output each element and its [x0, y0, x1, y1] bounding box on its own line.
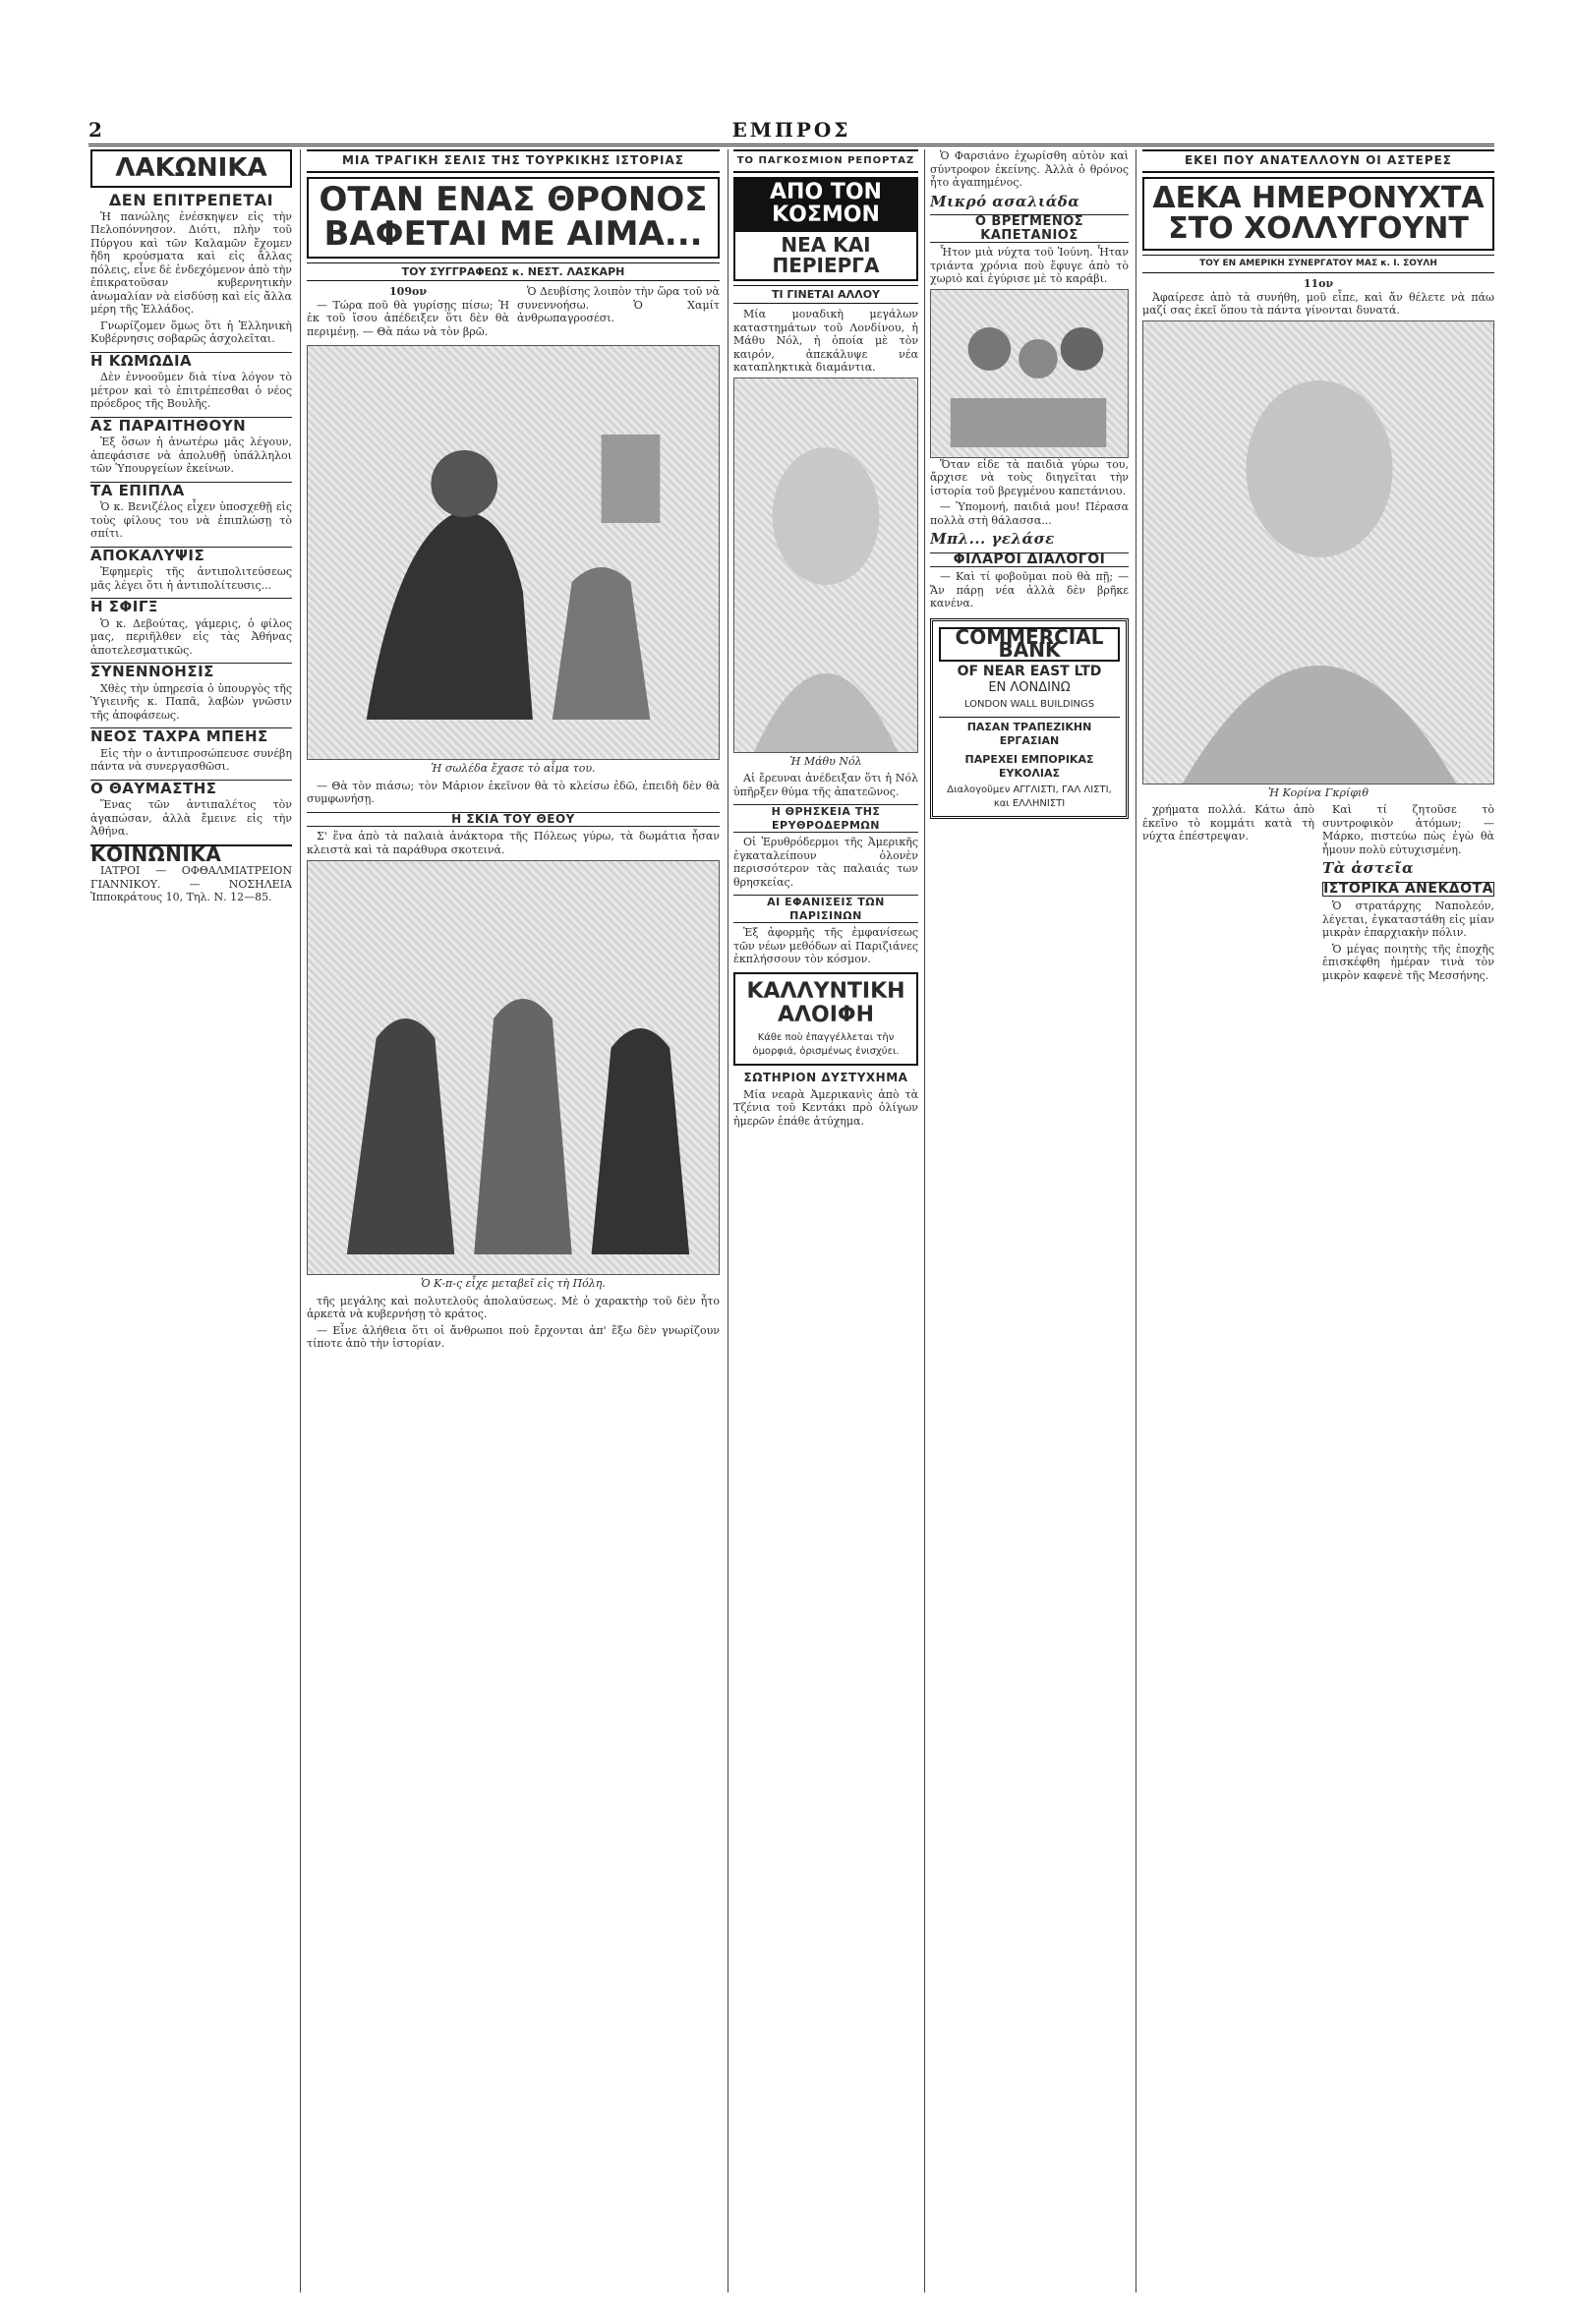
ad-services: ΠΑΣΑΝ ΤΡΑΠΕΖΙΚΗΝ ΕΡΓΑΣΙΑΝ [939, 717, 1120, 747]
article-title: Η ΣΦΙΓΞ [90, 598, 292, 614]
article-text: Μία νεαρὰ Ἀμερικανὶς ἀπὸ τὰ Τζένια τοῦ Κεντάκι πρὸ ὀλίγων ἡμερῶν ἐπάθε ἀτύχημα. [733, 1087, 918, 1128]
article-title: ΣΥΝΕΝΝΟΗΣΙΣ [90, 663, 292, 679]
article-text: ΙΑΤΡΟΙ — ΟΦΘΑΛΜΙΑΤΡΕΙΟΝ ΓΙΑΝΝΙΚΟΥ. — ΝΟΣΗΛΕΙΑ Ἰπποκράτους 10, Τηλ. Ν. 12—85. [90, 864, 292, 904]
article-title: Η ΚΩΜΩΔΙΑ [90, 352, 292, 369]
article-text: Δὲν ἐννοοῦμεν διὰ τίνα λόγον τὸ μέτρον καὶ τὸ ἐπιτρέπεσθαι ὁ νέος πρόεδρος τῆς Βουλῆς. [90, 371, 292, 411]
column-rule [300, 149, 301, 2293]
article-text: Ὁ Φαρσιάνο ἐχωρίσθη αὐτὸν καὶ σύντροφον ἐκείνης. Ἀλλὰ ὁ θρόνος ἦτο ἀγαπημένος. [930, 149, 1129, 189]
article-text: Μία μοναδικὴ μεγάλων καταστημάτων τοῦ Λονδίνου, ἡ Μάθυ Νόλ, ἡ ὁποία μὲ τὸν καιρόν, ἀπεκάλυψε νέα καταπληκτικὰ διαμάντια. [733, 308, 918, 375]
bank-advertisement [930, 618, 1129, 820]
headline-line-2: ΣΤΟ ΧΟΛΛΥΓΟΥΝΤ [1142, 213, 1494, 251]
sultan-illustration [307, 345, 720, 760]
section-banner: ΕΚΕΙ ΠΟΥ ΑΝΑΤΕΛΛΟΥΝ ΟΙ ΑΣΤΕΡΕΣ [1142, 149, 1494, 173]
installment-number: 11ον [1303, 277, 1334, 290]
section-heading-lakonika: ΛΑΚΩΝΙΚΑ [90, 149, 292, 188]
ad-text: Κάθε ποὺ ἐπαγγέλλεται τὴν ὀμορφιά, ὀρισμένως ἐνισχύει. [752, 1032, 900, 1057]
byline: ΤΙ ΓΙΝΕΤΑΙ ΑΛΛΟΥ [733, 285, 918, 305]
article-text: Ὅταν εἶδε τὰ παιδιὰ γύρω του, ἄρχισε νὰ τοὺς διηγεῖται τὴν ἱστορία τοῦ βρεγμένου καπετάνιου. [930, 457, 1129, 497]
actress-photo [1142, 320, 1494, 784]
article-title: ΝΕΟΣ ΤΑΧΡΑ ΜΠΕΗΣ [90, 727, 292, 744]
ad-languages: Διαλογοῦμεν ΑΓΓΛΙΣΤΙ, ΓΑΛ ΛΙΣΤΙ, και ΕΛΛΗΝΙΣΤΙ [947, 784, 1112, 809]
section-banner: ΤΟ ΠΑΓΚΟΣΜΙΟΝ ΡΕΠΟΡΤΑΖ [733, 149, 918, 173]
masthead [88, 118, 1494, 146]
headline-line-1: ΔΕΚΑ ΗΜΕΡΟΝΥΧΤΑ [1142, 177, 1494, 214]
article-title: ΦΙΛΑΡΟΙ ΔΙΑΛΟΓΟΙ [930, 552, 1129, 568]
article-title: ΤΑ ΕΠΙΠΛΑ [90, 482, 292, 498]
article-text: Γνωρίζομεν ὅμως ὅτι ἡ Ἑλληνικὴ Κυβέρνησις σοβαρῶς ἀσχολεῖται. [90, 319, 292, 346]
ad-address: LONDON WALL BUILDINGS [963, 698, 1095, 710]
headline-line-2: ΒΑΦΕΤΑΙ ΜΕ ΑΙΜΑ... [307, 217, 720, 259]
section-heading: Μικρό ασαλιάδα [930, 192, 1080, 210]
article-text: Ὁ στρατάρχης Ναπολεόν, λέγεται, ἐγκαταστάθη εἰς μίαν μικρὰν ἐπαρχιακὴν πόλιν. [1322, 900, 1494, 939]
article-text: — Εἶνε ἀλήθεια ὅτι οἱ ἄνθρωποι ποὺ ἔρχονται ἀπ' ἔξω δὲν γνωρίζουν τίποτε ἀπὸ τὴν ἱστορίαν. [307, 1323, 720, 1351]
article-title: ΙΣΤΟΡΙΚΑ ΑΝΕΚΔΟΤΑ [1323, 880, 1493, 897]
children-illustration [930, 289, 1129, 458]
article-text: — Τώρα ποῦ θὰ γυρίσῃς πίσω; Ἡ ἐκ τοῦ ἴσου ἀπέδειξεν ὅτι δὲν θὰ περιμένῃ. — Θὰ πάω νὰ τὸν βρῶ. [307, 298, 509, 338]
section-banner: ΜΙΑ ΤΡΑΓΙΚΗ ΣΕΛΙΣ ΤΗΣ ΤΟΥΡΚΙΚΗΣ ΙΣΤΟΡΙΑΣ [307, 149, 720, 173]
column-rule [924, 149, 925, 2293]
byline: ΤΟΥ ΣΥΓΓΡΑΦΕΩΣ κ. ΝΕΣΤ. ΛΑΣΚΑΡΗ [307, 262, 720, 282]
article-text: — Θὰ τὸν πιάσω; τὸν Μάριον ἐκεῖνον θὰ τὸ κλείσω ἐδῶ, ἐπειδὴ δὲν θὰ συμφωνήσῃ. [307, 779, 720, 806]
article-text: Χθὲς τὴν ὑπηρεσία ὁ ὑπουργὸς τῆς Ὑγιεινῆς κ. Παπᾶ, λαβὼν γνῶσιν τῆς ἀποφάσεως. [90, 681, 292, 722]
headline-line-1: ΟΤΑΝ ΕΝΑΣ ΘΡΟΝΟΣ [307, 177, 720, 218]
article-title: ΑΠΟΚΑΛΥΨΙΣ [90, 547, 292, 563]
article-text: Σ' ἕνα ἀπὸ τὰ παλαιὰ ἀνάκτορα τῆς Πόλεως γύρω, τὰ δωμάτια ἦσαν κλειστὰ καὶ τὰ παράθυρα σκοτεινά. [307, 830, 720, 856]
article-text: — Ὑπομονή, παιδιά μου! Πέρασα πολλὰ στὴ θάλασσα... [930, 500, 1129, 527]
article-text: Ὁ κ. Δεβούτας, γάμερις, ὁ φίλος μας, περιῆλθεν εἰς τὰς Ἀθήνας ἀποτελεσματικῶς. [90, 616, 292, 657]
illustration-caption: Ὁ Κ-π-ς εἶχε μεταβεῖ εἰς τὴ Πόλη. [421, 1277, 606, 1291]
column-hollywood [1142, 149, 1494, 2302]
article-text: χρήματα πολλά. Κάτω ἀπὸ ἐκεῖνο τὸ κομμάτι κατὰ τὴ νύχτα ἐπέστρεψαν. [1142, 803, 1314, 842]
headline-line-2: ΝΕΑ ΚΑΙ ΠΕΡΙΕΡΓΑ [733, 230, 918, 281]
newspaper-title: ΕΜΠΡΟΣ [731, 118, 851, 142]
article-title: ΣΩΤΗΡΙΟΝ ΔΥΣΤΥΧΗΜΑ [743, 1071, 908, 1085]
portrait-photo [733, 378, 918, 753]
article-text: Ἡ πανώλης ἐνέσκηψεν εἰς τὴν Πελοπόννησον. Διότι, πλὴν τοῦ Πύργου καὶ τῶν Καλαμῶν ἔχομεν ἤδη κρούσματα καὶ εἰς ἄλλας πόλεις, εἶνε δὲ ἐνδεχόμενον ἀπὸ τὴν ἐπικρατοῦσαν κυβερνητικὴν ἀνωμαλίαν νὰ εἰσδύσῃ καὶ εἰς ἄλλα μέρη τῆς Ἑλλάδος. [90, 209, 292, 317]
section-heading: Τὰ ἀστεῖα [1322, 859, 1415, 877]
ad-location: ΕΝ ΛΟΝΔΙΝΩ [988, 680, 1071, 695]
byline: ΤΟΥ ΕΝ ΑΜΕΡΙΚΗ ΣΥΝΕΡΓΑΤΟΥ ΜΑΣ κ. Ι. ΣΟΥΛΗ [1142, 255, 1494, 274]
article-title: ΔΕΝ ΕΠΙΤΡΕΠΕΤΑΙ [108, 191, 274, 210]
article-text: Καὶ τί ζητοῦσε τὸ συντροφικὸν ἀτόμων; — Μάρκο, πιστεύω πὼς ἐγὼ θὰ ἦμουν πολὺ εὐτυχισμένη. [1322, 803, 1494, 856]
cosmetic-advertisement [733, 972, 918, 1066]
photo-caption: Ἡ Μάθυ Νόλ [789, 754, 862, 768]
article-text: Ὁ Δευβίσης λοιπὸν τὴν ὥρα τοῦ νὰ συνεννοήσω. Ὁ Χαμίτ ἀνθρωπαγροσέσι. [517, 285, 720, 325]
article-title: Ο ΘΑΥΜΑΣΤΗΣ [90, 780, 292, 796]
column-lakonika [90, 149, 292, 2302]
article-title: Η ΘΡΗΣΚΕΙΑ ΤΗΣ ΕΡΥΘΡΟΔΕΡΜΩΝ [733, 804, 918, 833]
ad-headline: ΚΑΛΛΥΝΤΙΚΗ ΑΛΟΙΦΗ [746, 978, 905, 1027]
illustration-caption: Ἡ σωλέδα ἔχασε τὸ αἷμα του. [431, 762, 596, 776]
ad-bank-subtitle: OF NEAR EAST LTD [957, 663, 1102, 679]
article-text: Οἱ Ἐρυθρόδερμοι τῆς Ἀμερικῆς ἐγκαταλείπουν ὁλονὲν περισσότερον τὰς παλαιάς των θρησκείας. [733, 836, 918, 889]
article-text: Εἰς τὴν ο ἀντιπροσώπευσε συνέβη πάντα νὰ συνεργασθῶσι. [90, 746, 292, 774]
article-text: Ἐξ ἀφορμῆς τῆς ἐμφανίσεως τῶν νέων μεθόδων αἱ Παριζιάνες ἐκπλήσσουν τὸν κόσμον. [733, 926, 918, 966]
article-text: τῆς μεγάλης καὶ πολυτελοῦς ἀπολαύσεως. Μὲ ὁ χαρακτὴρ τοῦ δὲν ἦτο ἀρκετὰ νὰ κυβερνήσῃ τὸ κράτος. [307, 1294, 720, 1321]
column-stories [930, 149, 1129, 2302]
article-text: Ἀφαίρεσε ἀπὸ τὰ συνήθη, μοῦ εἶπε, καὶ ἄν θέλετε νὰ πάω μαζί σας ἐκεῖ ὅπου τὰ πάντα γίνονται δυνατά. [1142, 290, 1494, 317]
article-text: Ἐξ ὅσων ἡ ἀνωτέρω μᾶς λέγουν, ἀπεφάσισε νὰ ἀπολυθῇ ὑπάλληλοι τῶν Ὑπουργείων ἐκείνων. [90, 436, 292, 476]
column-world-news [733, 149, 918, 2302]
installment-number: 109ον [389, 285, 427, 299]
article-text: Αἱ ἔρευναι ἀνέδειξαν ὅτι ἡ Νόλ ὑπῆρξεν θύμα τῆς ἀπατεῶνος. [733, 772, 918, 798]
article-title: ΑΙ ΕΦΑΝΙΣΕΙΣ ΤΩΝ ΠΑΡΙΣΙΝΩΝ [733, 895, 918, 923]
photo-caption: Ἡ Κορίνα Γκρίφιθ [1268, 785, 1369, 799]
article-text: Ἦτον μιὰ νύχτα τοῦ Ἰούνη. Ἦταν τριάντα χρόνια ποὺ ἔφυγε ἀπὸ τὸ χωριὸ καὶ ἐγύρισε μὲ τὸ καράβι. [930, 246, 1129, 285]
article-title: ΑΣ ΠΑΡΑΙΤΗΘΟΥΝ [90, 417, 292, 434]
section-heading: Μπλ... γελάσε [930, 530, 1055, 548]
article-title: Ο ΒΡΕΓΜΕΝΟΣ ΚΑΠΕΤΑΝΙΟΣ [930, 214, 1129, 243]
page-number: 2 [88, 118, 102, 142]
subheading: Η ΣΚΙΑ ΤΟΥ ΘΕΟΥ [307, 812, 720, 828]
article-text: Ἐφημερὶς τῆς ἀντιπολιτεύσεως μᾶς λέγει ὅτι ἡ ἀντιπολίτευσις... [90, 565, 292, 592]
article-text: Ὁ κ. Βενιζέλος εἶχεν ὑποσχεθῇ εἰς τοὺς φίλους του νὰ ἐπιπλώσῃ τὸ σπίτι. [90, 500, 292, 541]
article-text: — Καὶ τί φοβοῦμαι ποὺ θὰ πῇ; — Ἄν πάρῃ νέα ἀλλὰ δὲν βρῆκε κανένα. [930, 570, 1129, 610]
ad-bank-name: COMMERCIAL BANK [939, 627, 1120, 662]
court-illustration [307, 860, 720, 1275]
ad-facilities: ΠΑΡΕΧΕΙ ΕΜΠΟΡΙΚΑΣ ΕΥΚΟΛΙΑΣ [964, 753, 1094, 780]
article-text: Ἕνας τῶν ἀντιπαλέτος τὸν ἀγαπώσαν, ἀλλὰ ἔμεινε εἰς τὴν Ἀθήνα. [90, 798, 292, 839]
headline-line-1: ΑΠΟ ΤΟΝ ΚΟΣΜΟΝ [733, 177, 918, 230]
section-heading-koinonika: ΚΟΙΝΩΝΙΚΑ [90, 844, 292, 862]
article-text: Ὁ μέγας ποιητὴς τῆς ἐποχῆς ἐπισκέφθη ἡμέραν τινὰ τὸν μικρὸν καφενὲ τῆς Μεσσήνης. [1322, 942, 1494, 982]
column-turkish-history [307, 149, 720, 2302]
